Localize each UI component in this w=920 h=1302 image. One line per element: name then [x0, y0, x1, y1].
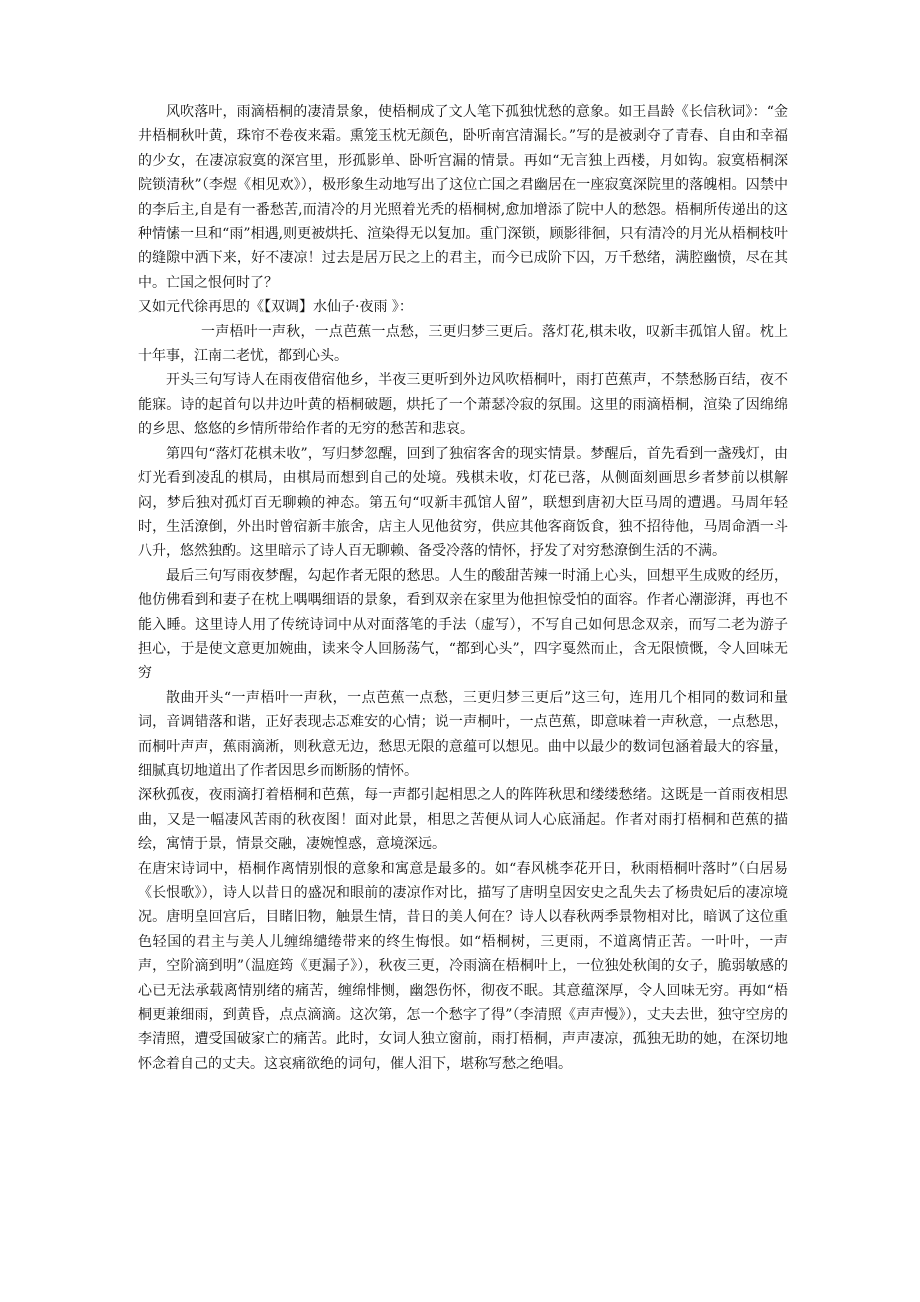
paragraph-poem-text: 一声梧叶一声秋，一点芭蕉一点愁，三更归梦三更后。落灯花,棋未收，叹新丰孤馆人留。枕上十年事，江南二老忧，都到心头。	[138, 323, 788, 365]
paragraph-fourth-line: 第四句“落灯花棋未收”，写归梦忽醒，回到了独宿客舍的现实情景。梦醒后，首先看到一盏残灯，由灯光看到凌乱的棋局，由棋局而想到自己的处境。残棋未收，灯花已落，从侧面刻画思乡者梦前以棋解闷，梦后独对孤灯百无聊赖的神态。第五句“叹新丰孤馆人留”，联想到唐初大臣马周的遭遇。马周年轻时，生活潦倒，外出时曾宿新丰旅舍，店主人见他贫穷，供应其他客商饭食，独不招待他，马周命酒一斗八升，悠然独酌。这里暗示了诗人百无聊赖、备受冷落的情怀，抒发了对穷愁潦倒生活的不满。	[138, 445, 788, 560]
paragraph-first-three-lines: 开头三句写诗人在雨夜借宿他乡，半夜三更听到外边风吹梧桐叶，雨打芭蕉声，不禁愁肠百结，夜不能寐。诗的起首句以井边叶黄的梧桐破题，烘托了一个萧瑟冷寂的氛围。这里的雨滴梧桐，渲染了因绵绵的乡思、悠悠的乡情所带给作者的无穷的愁苦和悲哀。	[138, 372, 788, 438]
document-body	[138, 100, 788, 1076]
paragraph-tang-song-poetry: 在唐宋诗词中，梧桐作离情别恨的意象和寓意是最多的。如“春风桃李花开日，秋雨梧桐叶落时”（白居易《长恨歌》），诗人以昔日的盛况和眼前的凄凉作对比，描写了唐明皇因安史之乱失去了杨贵妃后的凄凉境况。唐明皇回宫后，目睹旧物，触景生情，昔日的美人何在？诗人以春秋两季景物相对比，暗讽了这位重色轻国的君主与美人儿缠绵缱绻带来的终生悔恨。如“梧桐树，三更雨，不道离情正苦。一叶叶，一声声，空阶滴到明”（温庭筠《更漏子》），秋夜三更，冷雨滴在梧桐叶上，一位独处秋闺的女子，脆弱敏感的心已无法承载离情别绪的痛苦，缠绵悱恻，幽怨伤怀，彻夜不眠。其意蕴深厚，令人回味无穷。再如“梧桐更兼细雨，到黄昏，点点滴滴。这次第，怎一个愁字了得”（李清照《声声慢》），丈夫去世，独守空房的李清照，遭受国破家亡的痛苦。此时，女词人独立窗前，雨打梧桐，声声凄凉，孤独无助的她，在深切地怀念着自己的丈夫。这哀痛欲绝的词句，催人泪下，堪称写愁之绝唱。	[138, 860, 788, 1072]
paragraph-sanqu-opening: 散曲开头“一声梧叶一声秋，一点芭蕉一点愁，三更归梦三更后”这三句，连用几个相同的数词和量词，音调错落和谐，正好表现忐忑难安的心情；说一声桐叶，一点芭蕉，即意味着一声秋意，一点愁思，而桐叶声声，蕉雨滴淅，则秋意无边，愁思无限的意蕴可以想见。曲中以最少的数词包涵着最大的容量，细腻真切地道出了作者因思乡而断肠的情怀。	[138, 689, 788, 779]
paragraph-last-three-lines: 最后三句写雨夜梦醒，勾起作者无限的愁思。人生的酸甜苦辣一时涌上心头，回想平生成败的经历，他仿佛看到和妻子在枕上喁喁细语的景象，看到双亲在家里为他担惊受怕的面容。作者心潮澎湃，再也不能入睡。这里诗人用了传统诗词中从对面落笔的手法（虚写），不写自己如何思念双亲，而写二老为游子担心，于是使文意更加婉曲，读来令人回肠荡气，“都到心头”，四字戛然而止，含无限愤慨，令人回味无穷	[138, 567, 788, 682]
paragraph-autumn-night: 深秋孤夜，夜雨滴打着梧桐和芭蕉，每一声都引起相思之人的阵阵秋思和缕缕愁绪。这既是一首雨夜相思曲，又是一幅凄风苦雨的秋夜图！面对此景，相思之苦便从词人心底涌起。作者对雨打梧桐和芭蕉的描绘，寓情于景，情景交融，凄婉惶惑，意境深远。	[138, 787, 788, 853]
paragraph-xu-zaisi-intro: 又如元代徐再思的《【双调】水仙子·夜雨 》：	[138, 299, 413, 316]
paragraph-wutong-imagery: 风吹落叶，雨滴梧桐的凄清景象，使梧桐成了文人笔下孤独忧愁的意象。如王昌龄《长信秋词》：“金井梧桐秋叶黄，珠帘不卷夜来霜。熏笼玉枕无颜色，卧听南宫清漏长。”写的是被剥夺了青春、自由和幸福的少女，在凄凉寂寞的深宫里，形孤影单、卧听宫漏的情景。再如“无言独上西楼，月如钩。寂寞梧桐深院锁清秋”（李煜《相见欢》），极形象生动地写出了这位亡国之君幽居在一座寂寞深院里的落魄相。囚禁中的李后主,自是有一番愁苦,而清冷的月光照着光秃的梧桐树,愈加增添了院中人的愁怨。梧桐所传递出的这种情愫一旦和“雨”相遇,则更被烘托、渲染得无以复加。重门深锁，顾影徘徊，只有清冷的月光从梧桐枝叶的缝隙中洒下来，好不凄凉！过去是居万民之上的君主，而今已成阶下囚，万千愁绪，满腔幽愤，尽在其中。亡国之恨何时了？	[138, 104, 788, 291]
